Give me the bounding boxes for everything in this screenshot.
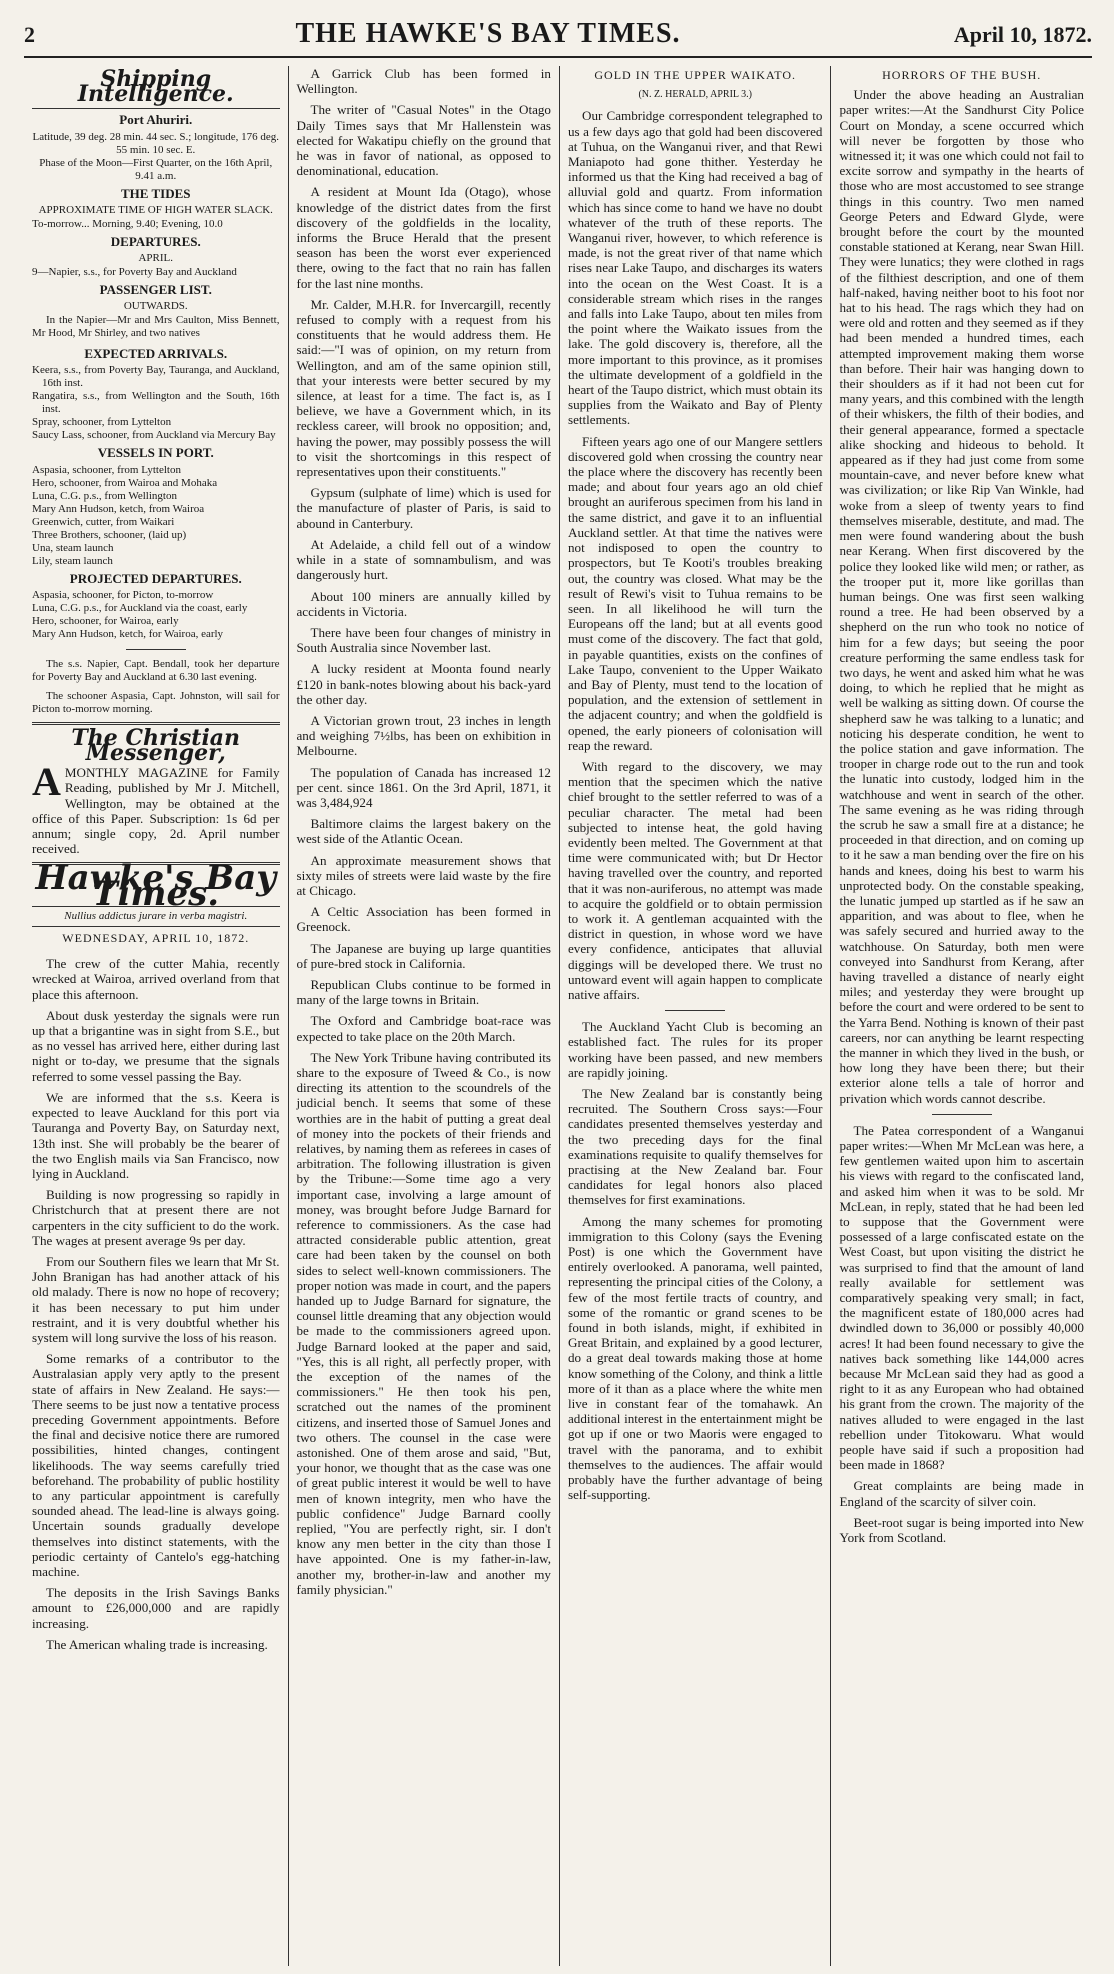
issue-date: April 10, 1872.	[953, 22, 1092, 47]
messenger-body: MONTHLY MAGAZINE for Family Reading, published by Mr J. Mitchell, Wellington, may be obtained at the office of this Paper. Subscription: 1s 6d per annum; single copy, 2d. April number received.	[32, 765, 280, 857]
paragraph: Building is now progressing so rapidly in Christchurch that at present there are not carpenters in the city sufficient to do the work. The wages at present average 9s per day.	[32, 1187, 280, 1248]
paragraph: A Victorian grown trout, 23 inches in length and weighing 7½lbs, has been on exhibition in Melbourne.	[296, 712, 551, 759]
latitude-text: Latitude, 39 deg. 28 min. 44 sec. S.; longitude, 176 deg. 55 min. 10 sec. E.	[32, 130, 280, 156]
paragraph: From our Southern files we learn that Mr St. John Branigan has had another attack of his old malady. There is now no hope of recovery; it has been necessary to put him under restraint, and it is very doubtful whether his system will long survive the loss of his reason.	[32, 1253, 280, 1345]
messenger-title: The Christian Messenger,	[71, 724, 241, 767]
departures-text: 9—Napier, s.s., for Poverty Bay and Auckland	[32, 266, 237, 279]
paragraph: A resident at Mount Ida (Otago), whose knowledge of the district dates from the first discovery of the goldfields in the locality, informs the Bruce Herald that the present season has been the worst ever experienced there, owing to the fact that no rain has fallen for the last nine months.	[296, 184, 551, 291]
list-item: Keera, s.s., from Poverty Bay, Tauranga, and Auckland, 16th inst.	[32, 364, 280, 390]
article-heading: HORRORS OF THE BUSH.	[882, 68, 1042, 82]
tides-subheading: APPROXIMATE TIME OF HIGH WATER SLACK.	[38, 203, 273, 216]
paragraph: Fifteen years ago one of our Mangere settlers discovered gold when crossing the country near the place where the discovery has recently been made; and about four years ago an old chief brought an auriferous specimen from his land in the same district, and gave it to an influential Auckland settler. At that time the natives were not indisposed to open the country to prospectors, but Te Kooti's troubles breaking out, the country was closed. What may be the result of Rewi's visit to Tuhua remains to be seen. In all likelihood he will turn the Europeans off the land; but at all events good must come of the discovery. The fact that gold, in payable quantities, exists on the confines of Lake Taupo, convenient to the Upper Waikato and Bay of Plenty, must tend to the location of population, and the extension of settlement in the adjacent country; and when the goldfield is opened, the early pioneers of colonisation will reap the reward.	[567, 433, 823, 753]
paragraph: Our Cambridge correspondent telegraphed to us a few days ago that gold had been discovered at Tuhua, on the Wanganui river, and that Rewi Maniapoto had gone thither. Yesterday he informed us that the King had received a bag of alluvial gold and quartz. From information which has since come to hand we have no doubt whatever of the truth of these reports. The Wanganui river, however, to which reference is made, is not the great river of that name which rises near Lake Taupo, and discharges its waters into the ocean on the West Coast. It is a considerable stream which rises in the ranges and falls into Lake Taupo, about ten miles from the point where the Waikato issues from the lake. The gold discovery is, therefore, all the more important to this province, as it promises the ultimate development of a goldfield in the heart of the Taupo district, which must obtain its supplies from the Waikato and Bay of Plenty settlements.	[567, 108, 823, 428]
port-heading: Port Ahuriri.	[119, 112, 193, 128]
column-4	[831, 66, 1092, 1966]
paragraph: Mr. Calder, M.H.R. for Invercargill, recently refused to comply with a request from his constituents that he would address them. He said:—"I was of opinion, on my return from Wellington, and am of the same opinion still, that your interests were better secured by my silence, at least for a time. The fact is, as I believe, we have a Government which, in its reckless career, will brook no opposition; and, having the power, may possibly possess the will to visit the shortcomings in this respect of representatives upon their constituents."	[296, 296, 551, 480]
paragraph: The New Zealand bar is constantly being recruited. The Southern Cross says:—Four candidates presented themselves yesterday and the two preceding days for the final examinations requisite to qualify themselves for practising at the New Zealand bar. Four candidates for legal honors also placed themselves for first examinations.	[567, 1086, 823, 1208]
paragraph: Among the many schemes for promoting immigration to this Colony (says the Evening Post) is one which the Government have entirely overlooked. A panorama, well painted, representing the principal cities of the Colony, a few of the most fertile tracts of country, and some of the romantic or grand scenes to be found in both islands, might, if exhibited in Great Britain, and explained by a good lecturer, do a great deal towards making those at home know something of the Colony, and think a little more of it than as a place where the white men live in constant fear of the tomahawk. An additional interest in the entertainment might be got up if one or two Maoris were engaged to travel with the panorama, and to exhibit themselves to the audiences. The affair would probably have the further advantage of being self-supporting.	[567, 1213, 823, 1503]
expected-heading: EXPECTED ARRIVALS.	[84, 346, 228, 362]
paragraph: The writer of "Casual Notes" in the Otago Daily Times says that Mr Hallenstein was elected for Wakatipu chiefly on the ground that he was in favor of national, as opposed to denominational, education.	[296, 102, 551, 179]
paragraph: Gypsum (sulphate of lime) which is used for the manufacture of plaster of Paris, is said to abound in Canterbury.	[296, 485, 551, 531]
list-item: Spray, schooner, from Lyttelton	[32, 416, 172, 429]
paragraph: Some remarks of a contributor to the Australasian apply very aptly to the present state of affairs in New Zealand. He says:—There seems to be just now a tentative process preceding Government appointments. Before the final and decisive notice there are rumored possibilities, hinted changes, contingent likelihoods. The way seems carefully tried beforehand. The probability of public hostility to any particular appointment is carefully sounded ahead. The lead-line is always going. Uncertain sounds gradually develope themselves into distinct statements, with the periodic certainty of Cantelo's egg-hatching machine.	[32, 1351, 280, 1579]
list-item: Aspasia, schooner, from Lyttelton	[32, 463, 181, 476]
article-heading: GOLD IN THE UPPER WAIKATO.	[594, 68, 797, 82]
paragraph: The crew of the cutter Mahia, recently wrecked at Wairoa, arrived overland from that place this afternoon.	[32, 956, 280, 1002]
columns	[24, 66, 1092, 1966]
article-source: (N. Z. HERALD, APRIL 3.)	[638, 89, 752, 101]
list-item: Lily, steam launch	[32, 554, 113, 567]
list-item: Luna, C.G. p.s., from Wellington	[32, 489, 177, 502]
napier-note: The s.s. Napier, Capt. Bendall, took her departure for Poverty Bay and Auckland at 6.30 last evening.	[32, 657, 280, 683]
paragraph: The American whaling trade is increasing.	[46, 1636, 268, 1652]
list-item: Mary Ann Hudson, ketch, from Wairoa	[32, 502, 205, 515]
list-item: Saucy Lass, schooner, from Auckland via Mercury Bay	[32, 429, 276, 442]
tides-text: To-morrow... Morning, 9.40; Evening, 10.0	[32, 217, 223, 230]
list-item: Greenwich, cutter, from Waikari	[32, 515, 175, 528]
list-item: Luna, C.G. p.s., for Auckland via the coast, early	[32, 601, 248, 614]
paragraph: About dusk yesterday the signals were run up that a brigantine was in sight from S.E., but as no vessel has arrived here, either during last night or to-day, we presume that the signals referred to some vessel passing the Bay.	[32, 1007, 280, 1084]
paragraph: Beet-root sugar is being imported into New York from Scotland.	[839, 1514, 1084, 1546]
column-1	[24, 66, 289, 1966]
column-3	[560, 66, 831, 1966]
masthead	[24, 18, 1092, 58]
column-2	[289, 66, 560, 1966]
paragraph: We are informed that the s.s. Keera is expected to leave Auckland for this port via Tauranga and Poverty Bay, on Saturday next, 13th inst. She will probably be the bearer of the two English mails via San Francisco, now lying in Auckland.	[32, 1089, 280, 1181]
passenger-subheading: OUTWARDS.	[123, 300, 188, 313]
paragraph: With regard to the discovery, we may mention that the specimen which the native chief brought to the settler referred to was of a peculiar character. The metal had been subjected to intense heat, the gold having evidently been melted. The Government at that time were communicated with; but Dr Hector having travelled over the country, and reported that it was non-auriferous, no attempt was made to acquire the goldfield or to obtain permission to work it. A gentleman acquainted with the district in question, in whose word we have every confidence, anticipates that alluvial diggings will be developed there. We trust no untoward event will again happen to complicate native affairs.	[567, 758, 823, 1002]
list-item: Rangatira, s.s., from Wellington and the South, 16th inst.	[32, 390, 280, 416]
paragraph: Baltimore claims the largest bakery on the west side of the Atlantic Ocean.	[296, 816, 551, 847]
paragraph: The Japanese are buying up large quantities of pure-bred stock in California.	[296, 940, 551, 971]
list-item: Aspasia, schooner, for Picton, to-morrow	[32, 588, 214, 601]
list-item: Three Brothers, schooner, (laid up)	[32, 528, 187, 541]
divider	[126, 649, 186, 650]
paragraph: An approximate measurement shows that sixty miles of streets were laid waste by the fire at Chicago.	[296, 852, 551, 898]
page-number: 2	[24, 22, 35, 47]
vessels-heading: VESSELS IN PORT.	[97, 445, 214, 461]
paper-motto: Nullius addictus jurare in verba magistri.	[32, 906, 280, 927]
paragraph: About 100 miners are annually killed by accidents in Victoria.	[296, 588, 551, 619]
paragraph: The deposits in the Irish Savings Banks amount to £26,000,000 and are rapidly increasing.	[32, 1585, 280, 1631]
divider	[932, 1114, 992, 1115]
paragraph: The Patea correspondent of a Wanganui paper writes:—When Mr McLean was here, a few gentlemen waited upon him to ascertain his views with regard to the confiscated land, and asked him when it was to be sold. Mr McLean, in reply, stated that he had been led to suppose that the Government were possessed of a large confiscated estate on the West Coast, but upon visiting the district he was surprised to find that the amount of land really available for settlement was comparatively speaking very small; in fact, the magnificent estate of 180,000 acres had dwindled down to 36,000 or possibly 40,000 acres! It had been found necessary to give the natives back something like 144,000 acres because Mr McLean said they had as good a right to it as any European who had obtained his grant from the crown. The majority of the natives alluded to were engaged in the last rebellion under Titokowaru. What would people have said if such a proposition had been made in 1868?	[839, 1122, 1084, 1473]
divider	[665, 1010, 725, 1011]
newspaper-title: THE HAWKE'S BAY TIMES.	[295, 18, 681, 49]
tides-heading: THE TIDES	[121, 185, 191, 201]
projected-heading: PROJECTED DEPARTURES.	[69, 570, 242, 586]
departures-subheading: APRIL.	[138, 252, 174, 265]
list-item: Mary Ann Hudson, ketch, for Wairoa, early	[32, 627, 224, 640]
paragraph: A lucky resident at Moonta found nearly £120 in bank-notes blowing about his back-yard the other day.	[296, 661, 551, 707]
dateline: WEDNESDAY, APRIL 10, 1872.	[62, 931, 250, 946]
paragraph: The Auckland Yacht Club is becoming an established fact. The rules for its proper working have been passed, and new members are rapidly joining.	[567, 1019, 823, 1080]
paragraph: The population of Canada has increased 12 per cent. since 1861. On the 3rd April, 1871, it was 3,484,924	[296, 764, 551, 810]
aspasia-note: The schooner Aspasia, Capt. Johnston, will sail for Picton to-morrow morning.	[32, 689, 280, 715]
paragraph: Republican Clubs continue to be formed in many of the large towns in Britain.	[296, 976, 551, 1008]
paragraph: The New York Tribune having contributed its share to the exposure of Tweed & Co., is now directing its attention to the scoundrels of the judicial bench. It seems that some of these worthies are in the habit of putting a great deal of money into the pockets of their friends and relatives, by naming them as referees in cases of arbitration. The following illustration is given by the Tribune:—Some time ago a very important case, involving a large amount of money, was brought before Judge Barnard for reference to commissioners. As the case had attracted considerable public attention, great care had been taken by the counsel on both sides to select well-known commissioners. The proper notion was made in court, and the papers handed up to Judge Barnard for signature, the counsel little dreaming that any objection would be made to the commissioners agreed upon. Judge Barnard looked at the paper and said, "Yes, this is all right, all perfectly proper, with the exception of the names of the commissioners." He then took his pen, scratched out the names of the prominent citizens, and inserted those of Samuel Jones and two others. The counsel in the case were astonished. One of them arose and said, "But, your honor, we thought that as the case was one of great public interest it would be well to have men of known integrity, men who have the public confidence" Judge Barnard coolly replied, "You are perfectly right, sir. I don't know any men better in the city than those I have appointed. One is my father-in-law, another my, brother-in-law and another my family physician."	[296, 1049, 551, 1597]
paragraph: A Garrick Club has been formed in Wellington.	[296, 66, 551, 97]
drop-cap: A	[32, 759, 61, 805]
list-item: Hero, schooner, from Wairoa and Mohaka	[32, 476, 218, 489]
departures-heading: DEPARTURES.	[110, 233, 201, 249]
moon-text: Phase of the Moon—First Quarter, on the 16th April, 9.41 a.m.	[39, 156, 273, 182]
paragraph: At Adelaide, a child fell out of a window while in a state of somnambulism, and was dangerously hurt.	[296, 536, 551, 583]
paragraph: A Celtic Association has been formed in Greenock.	[296, 904, 551, 935]
passenger-heading: PASSENGER LIST.	[99, 282, 212, 298]
passenger-text: In the Napier—Mr and Mrs Caulton, Miss Bennett, Mr Hood, Mr Shirley, and two natives	[32, 314, 280, 340]
paragraph: Under the above heading an Australian paper writes:—At the Sandhurst City Police Court on Monday, a scene occurred which will never be forgotten by those who witnessed it; it was one which could not fail to excite sorrow and sympathy in the hearts of those who are most accustomed to see strange things in this country. Two men named George Peters and Edward Glyde, were brought before the court by the mounted constable stationed at Kerang, near Swan Hill. They were lunatics; they were clothed in rags of the filthiest description, and one of them half-naked, having neither boot to his foot nor hat to his head. The rags which they had on were old and rotten and they seemed as if they had been mended a hundred times, each attempted improvement making them worse than before. Their hair was hanging down to their shoulders as if it had not been cut for many years, and this combined with the length of their whiskers, the filth of their bodies, and their general appearance, formed a spectacle alike shocking and hideous to behold. It appeared as if they had just come from some mountain-cave, and never before knew what was civilization; or like Rip Van Winkle, had woke from a sleep of twenty years to find themselves miserable, destitute, and mad. The men were found wandering about the bush near Kerang. When first discovered by the police they looked like wild men; or rather, as the trooper put it, more like gorillas than human beings. One was first seen walking round a tree. He had been observed by a shepherd on the run who took no notice of him for a few days; but seeing the poor creature performing the same endless task for two days, he went and asked him what he was doing, to which he replied that he might as well be walking as sitting down. Of course the shepherd saw he was talking to a lunatic; and noticing his desperate condition, he went to the police station and gave information. The trooper in charge rode out to the run and took the lunatic into custody, lodged him in the watchhouse and went in search of the other. The same evening as he was riding through the scrub he saw a small fire at a distance; he proceeded in that direction, and on coming up to it he saw a man bending over the fire on his hands and knees, doing his best to warm his unprotected body. On the constable speaking, the lunatic jumped up startled as if he saw an apparition, and was about to flee, when he was safely secured and hurried away to the watchhouse. On Saturday, both men were conveyed into Sandhurst from Kerang, after having travelled a distance of nearly eight miles; and yesterday they were brought up before the court and were ordered to be sent to the Yarra Bend. Nothing is known of their past careers, nor can anything be learnt respecting the manner in which they lived in the bush, or how long they have been there; but their exterior alone tells a tale of horror and privation which words cannot describe.	[839, 87, 1084, 1106]
paragraph: There have been four changes of ministry in South Australia since November last.	[296, 624, 551, 656]
paper-masthead: Hawke's Bay Times.	[35, 858, 277, 914]
list-item: Una, steam launch	[32, 541, 114, 554]
paragraph: Great complaints are being made in England of the scarcity of silver coin.	[839, 1478, 1084, 1509]
messenger-ad	[32, 759, 280, 857]
list-item: Hero, schooner, for Wairoa, early	[32, 614, 179, 627]
paragraph: The Oxford and Cambridge boat-race was expected to take place on the 20th March.	[296, 1013, 551, 1044]
shipping-heading: Shipping Intelligence.	[32, 66, 280, 109]
